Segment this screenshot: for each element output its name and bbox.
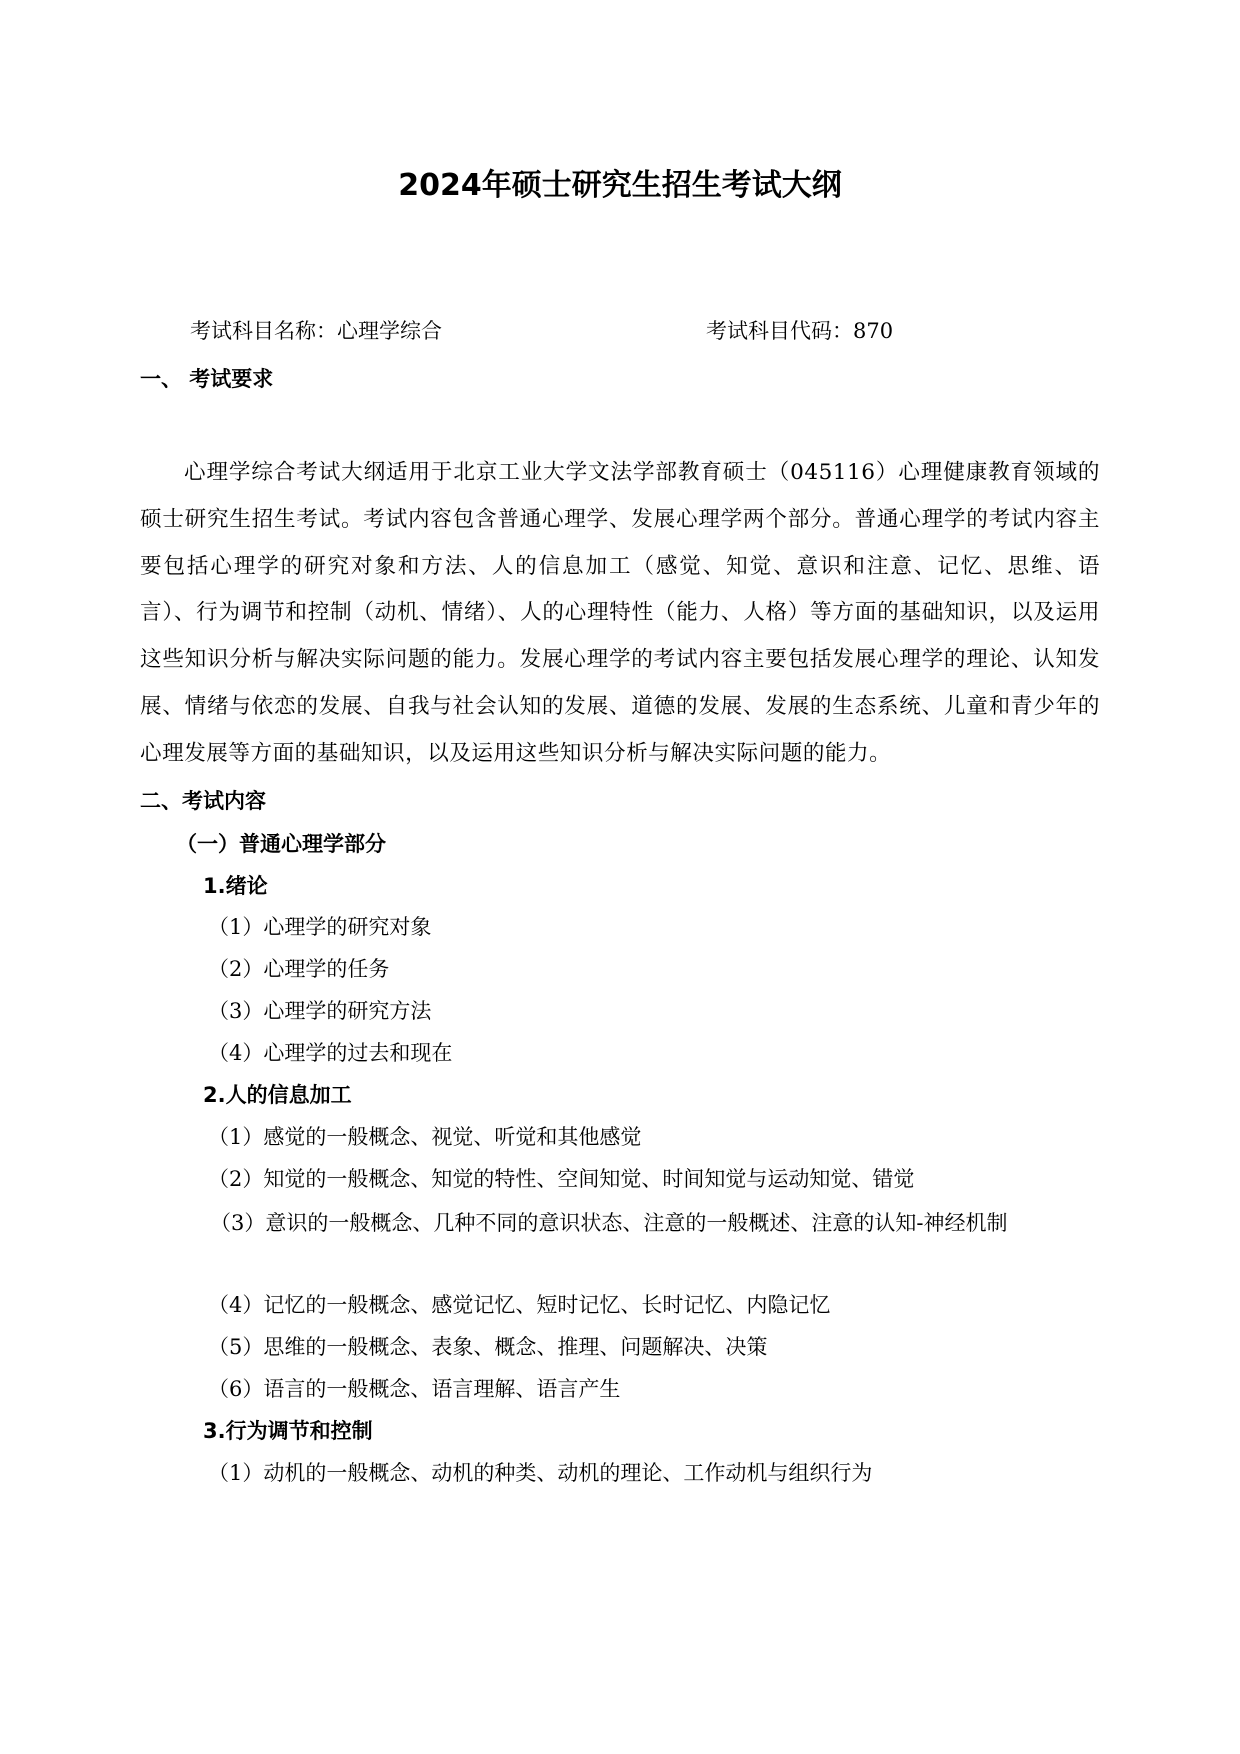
requirements-paragraph: 心理学综合考试大纲适用于北京工业大学文法学部教育硕士（045116）心理健康教育领域的硕士研究生招生考试。考试内容包含普通心理学、发展心理学两个部分。普通心理学的考试内容主要包括心理学的研究对象和方法、人的信息加工（感觉、知觉、意识和注意、记忆、思维、语言）、行为调节和控制（动机、情绪）、人的心理特性（能力、人格）等方面的基础知识，以及运用这些知识分析与解决实际问题的能力。发展心理学的考试内容主要包括发展心理学的理论、认知发展、情绪与依恋的发展、自我与社会认知的发展、道德的发展、发展的生态系统、儿童和青少年的心理发展等方面的基础知识，以及运用这些知识分析与解决实际问题的能力。 <box>140 460 1100 766</box>
subject-name: 考试科目名称：心理学综合 <box>190 319 442 343</box>
list-item: （4）记忆的一般概念、感觉记忆、短时记忆、长时记忆、内隐记忆 <box>208 1293 831 1317</box>
chapter-heading-introduction: 1.绪论 <box>203 874 268 898</box>
list-item: （3）意识的一般概念、几种不同的意识状态、注意的一般概述、注意的认知-神经机制 <box>210 1211 1008 1235</box>
subject-code: 考试科目代码：870 <box>706 319 894 343</box>
list-item: （3）心理学的研究方法 <box>208 999 432 1023</box>
list-item: （1）感觉的一般概念、视觉、听觉和其他感觉 <box>208 1125 642 1149</box>
chapter-heading-behavior-regulation: 3.行为调节和控制 <box>203 1419 373 1443</box>
list-item: （4）心理学的过去和现在 <box>208 1041 453 1065</box>
list-item: （2）知觉的一般概念、知觉的特性、空间知觉、时间知觉与运动知觉、错觉 <box>208 1167 915 1191</box>
list-item: （5）思维的一般概念、表象、概念、推理、问题解决、决策 <box>208 1335 768 1359</box>
section-heading-requirements: 一、 考试要求 <box>140 367 274 391</box>
list-item: （1）动机的一般概念、动机的种类、动机的理论、工作动机与组织行为 <box>208 1461 873 1485</box>
section-heading-content: 二、考试内容 <box>140 789 266 813</box>
part-heading-general-psychology: （一）普通心理学部分 <box>176 832 386 856</box>
chapter-heading-information-processing: 2.人的信息加工 <box>203 1083 352 1107</box>
list-item: （6）语言的一般概念、语言理解、语言产生 <box>208 1377 621 1401</box>
list-item: （2）心理学的任务 <box>208 957 390 981</box>
list-item: （1）心理学的研究对象 <box>208 915 432 939</box>
document-title: 2024年硕士研究生招生考试大纲 <box>398 168 842 203</box>
